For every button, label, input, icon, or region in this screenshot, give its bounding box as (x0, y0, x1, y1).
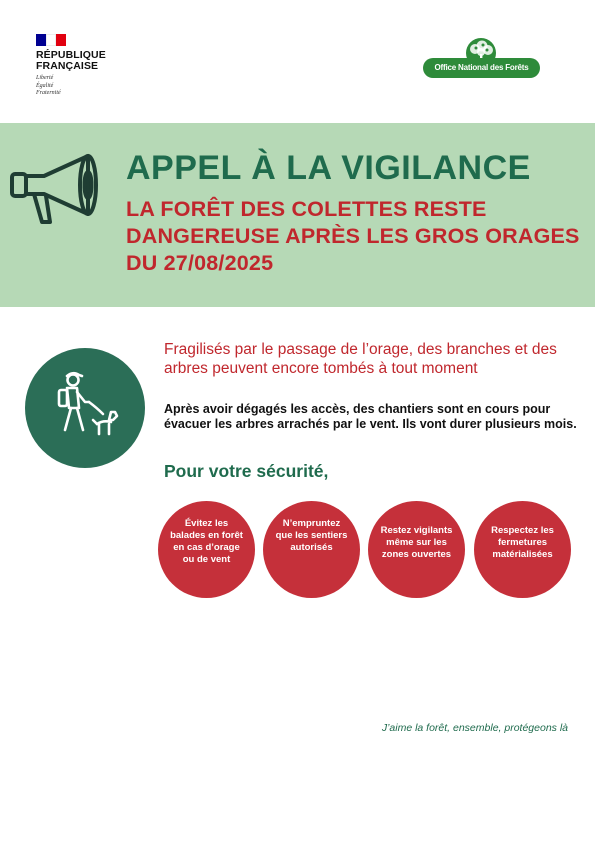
page-subtitle: LA FORÊT DES COLETTES RESTE DANGEREUSE APRÈS LES GROS ORAGES DU 27/08/2025 (126, 197, 580, 275)
rf-motto: Liberté Égalité Fraternité (36, 75, 61, 96)
megaphone-icon (8, 152, 108, 232)
safety-heading: Pour votre sécurité, (164, 461, 329, 481)
advice-text: N’empruntez que les sentiers autorisés (275, 518, 348, 553)
french-flag-icon (36, 34, 66, 46)
advice-circle (474, 501, 571, 598)
onf-name: Office National des Forêts (434, 63, 529, 72)
advice-circle (263, 501, 360, 598)
lead-text: Fragilisés par le passage de l’orage, des branches et des arbres peuvent encore tombés à tout moment (164, 341, 557, 377)
advice-text: Respectez les fermetures matérialisées (491, 525, 554, 560)
hiker-circle (25, 348, 145, 468)
advice-circle (368, 501, 465, 598)
republique-francaise-logo (36, 34, 116, 98)
description-text: Après avoir dégagés les accès, des chantiers sont en cours pour évacuer les arbres arrachés par le vent. Ils vont durer plusieurs mois. (164, 402, 577, 431)
advice-text: Restez vigilants même sur les zones ouvertes (380, 525, 453, 560)
page-title: APPEL À LA VIGILANCE (126, 149, 531, 187)
advice-text: Évitez les balades en forêt en cas d’orage ou de vent (170, 518, 243, 565)
hiker-with-dog-icon (45, 368, 125, 448)
footer-tagline: J’aime la forêt, ensemble, protégeons là (381, 722, 568, 734)
advice-circle (158, 501, 255, 598)
onf-logo (423, 38, 540, 82)
rf-name: RÉPUBLIQUE FRANÇAISE (36, 49, 106, 72)
